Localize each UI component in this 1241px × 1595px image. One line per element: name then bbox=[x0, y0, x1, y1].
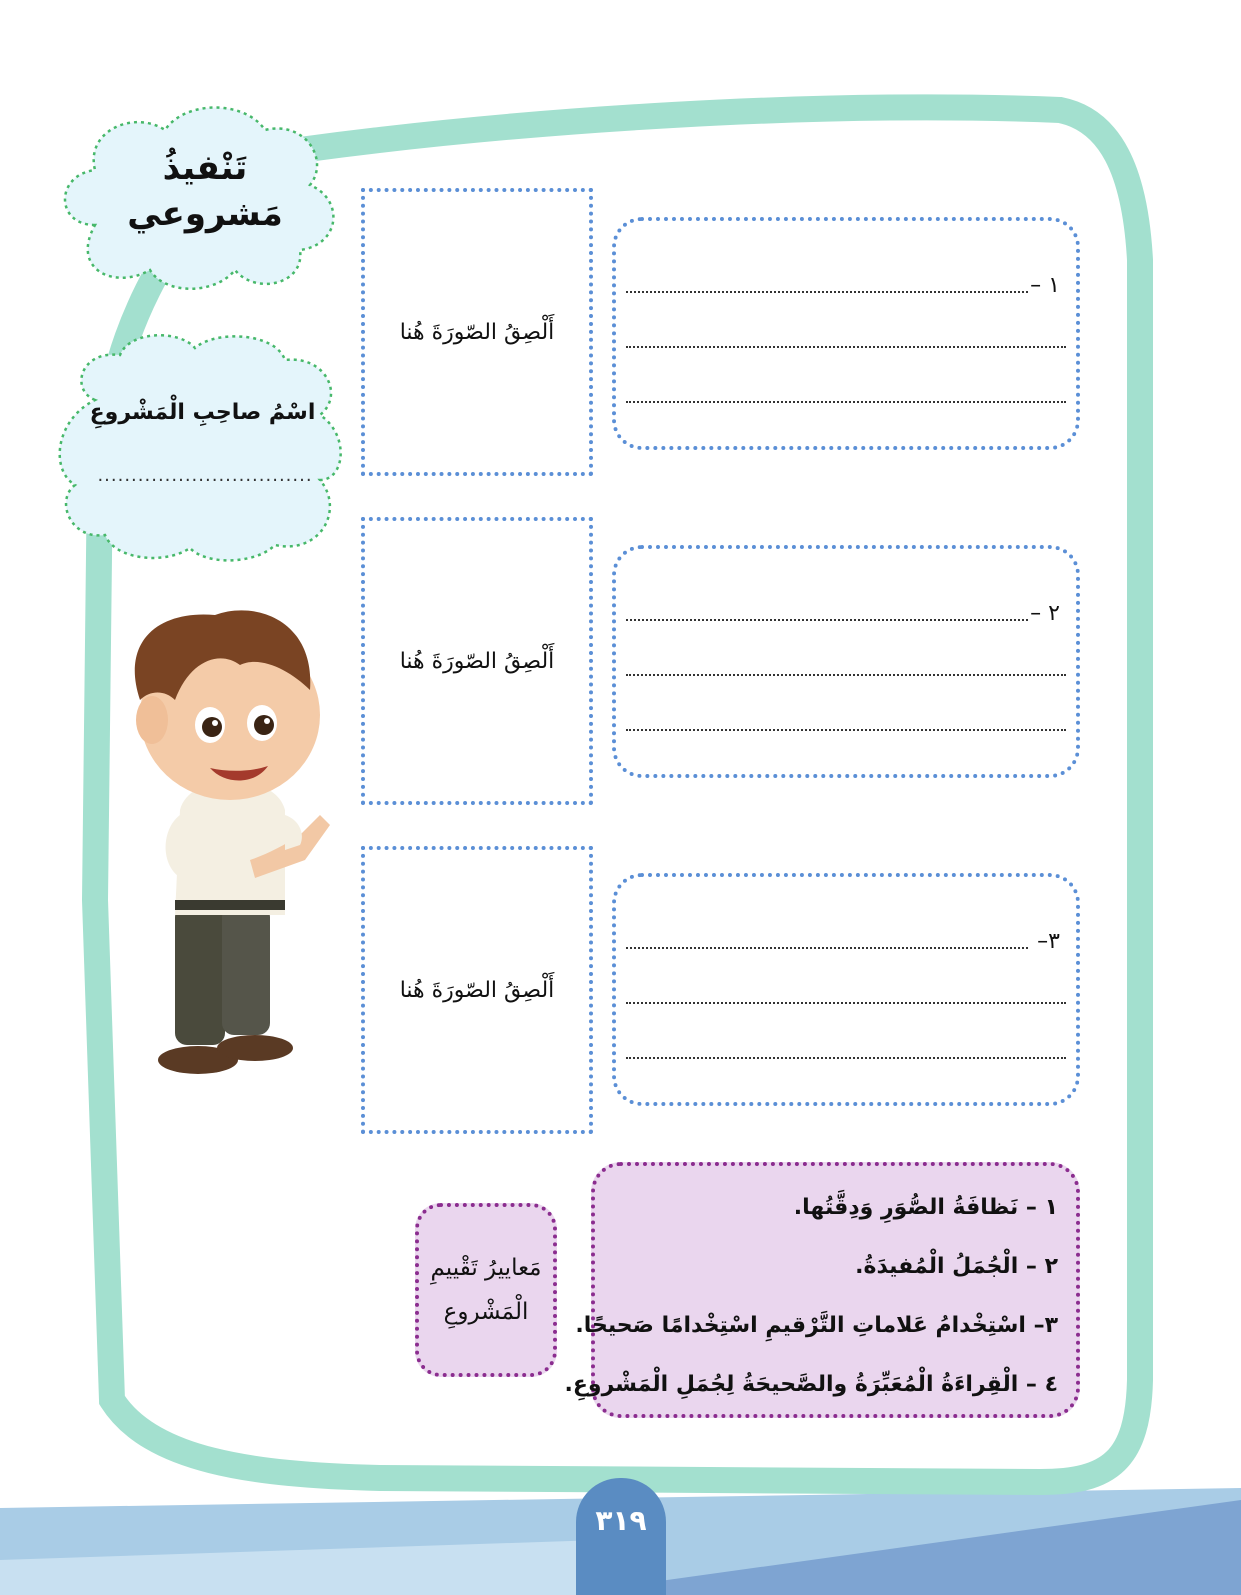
sentence-number: ٢ – bbox=[1030, 601, 1060, 626]
writing-line[interactable] bbox=[626, 401, 1066, 403]
photo-box-1[interactable] bbox=[361, 188, 593, 476]
photo-box-2[interactable] bbox=[361, 517, 593, 805]
writing-line[interactable] bbox=[626, 346, 1066, 348]
criteria-item-1: ١ – نَظافَةُ الصُّوَرِ وَدِقَّتُها. bbox=[793, 1195, 1058, 1220]
owner-name-label: اسْمُ صاحِبِ الْمَشْروعِ bbox=[89, 400, 316, 425]
title-line-2: مَشروعي bbox=[127, 194, 283, 234]
sentence-box-1[interactable] bbox=[612, 217, 1080, 450]
photo-box-label: أَلْصِقُ الصّورَةَ هُنا bbox=[399, 648, 555, 674]
photo-box-3[interactable] bbox=[361, 846, 593, 1134]
writing-line[interactable] bbox=[626, 674, 1066, 676]
criteria-list-box bbox=[564, 1162, 1080, 1418]
owner-name-blank[interactable]: ................................ bbox=[97, 465, 313, 486]
owner-cloud bbox=[60, 335, 341, 560]
criteria-title-box bbox=[415, 1203, 557, 1377]
writing-line[interactable] bbox=[626, 291, 1028, 293]
sentence-box-3[interactable] bbox=[612, 873, 1080, 1106]
criteria-item-4: ٤ – الْقِراءَةُ الْمُعَبِّرَةُ والصَّحيحَةُ لِجُمَلِ الْمَشْروعِ. bbox=[564, 1372, 1058, 1397]
project-title bbox=[115, 145, 295, 237]
writing-line[interactable] bbox=[626, 1002, 1066, 1004]
title-line-1: تَنْفيذُ bbox=[162, 148, 248, 188]
criteria-item-2: ٢ – الْجُمَلُ الْمُفيدَةُ. bbox=[855, 1254, 1058, 1279]
page-number: ٣١٩ bbox=[576, 1478, 666, 1595]
sentence-number: ١ – bbox=[1030, 273, 1060, 298]
writing-line[interactable] bbox=[626, 619, 1028, 621]
sentence-number: ٣– bbox=[1037, 929, 1060, 954]
writing-line[interactable] bbox=[626, 729, 1066, 731]
writing-line[interactable] bbox=[626, 947, 1028, 949]
criteria-title: مَعاييرُ تَقْييمِ الْمَشْروعِ bbox=[430, 1255, 542, 1325]
writing-line[interactable] bbox=[626, 1057, 1066, 1059]
criteria-item-3: ٣– اسْتِخْدامُ عَلاماتِ التَّرْقيمِ اسْتِخْدامًا صَحيحًا. bbox=[575, 1313, 1058, 1338]
photo-box-label: أَلْصِقُ الصّورَةَ هُنا bbox=[399, 977, 555, 1003]
sentence-box-2[interactable] bbox=[612, 545, 1080, 778]
photo-box-label: أَلْصِقُ الصّورَةَ هُنا bbox=[399, 319, 555, 345]
